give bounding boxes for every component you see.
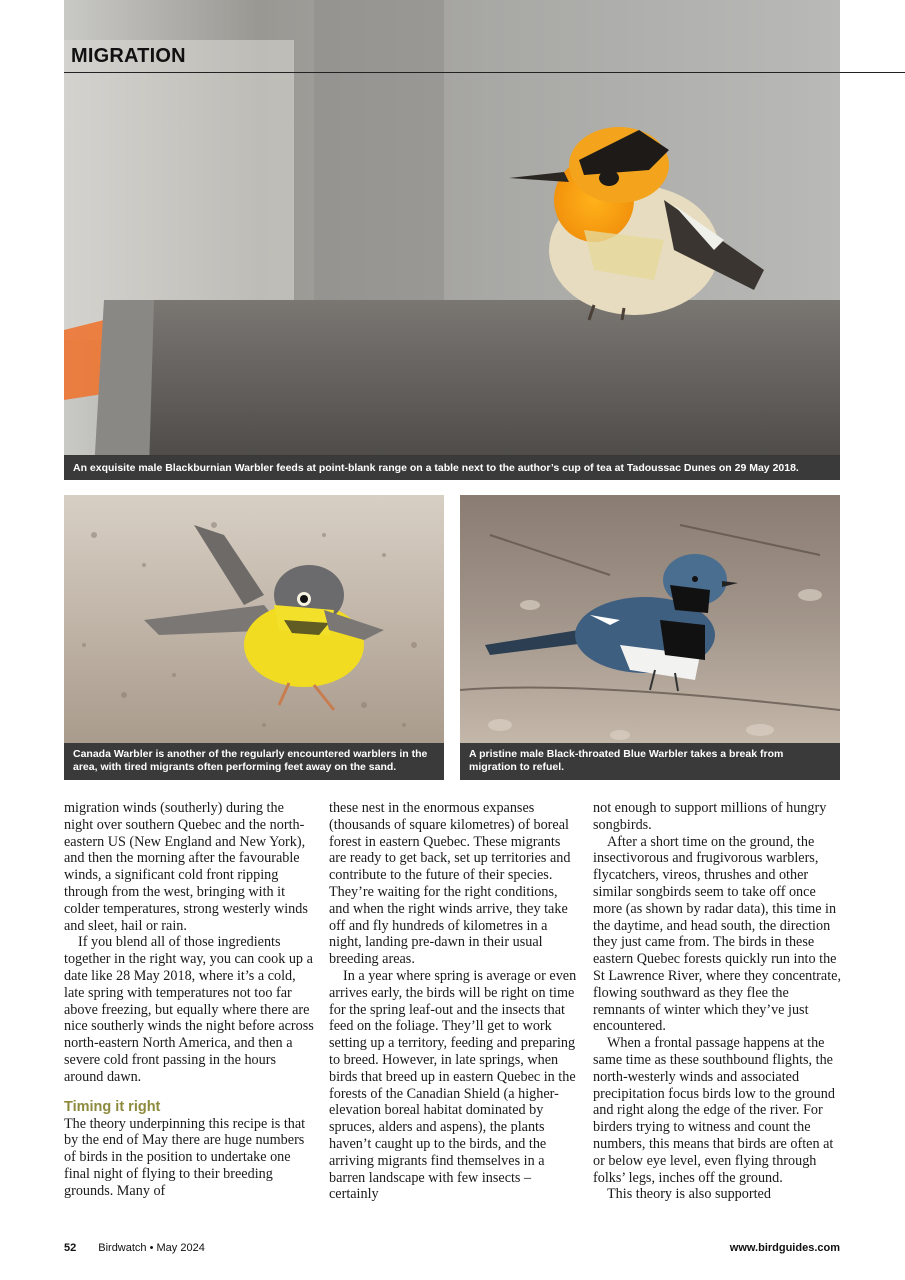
issue-label: Birdwatch • May 2024: [98, 1242, 205, 1254]
subheading: Timing it right: [64, 1098, 161, 1115]
paragraph: In a year where spring is average or even arrives early, the birds will be right on time for the spring leaf-out and the insects that feed on the foliage. They’ll get to work setting up a territory, feeding and preparing to breed. However, in late springs, when birds that breed up in eastern Quebec in the forests of the Canadian Shield (a higher-elevation boreal habitat dominated by spruces, alders and aspens), the plants haven’t caught up to the birds, and the arriving migrants find themselves in a barren landscape with few insects – certainly: [329, 967, 577, 1203]
website-link[interactable]: www.birdguides.com: [729, 1242, 840, 1254]
paragraph: not enough to support millions of hungry songbirds.: [593, 800, 827, 833]
paragraph: This theory is also supported: [607, 1186, 771, 1203]
paragraph: When a frontal passage happens at the same time as these southbound flights, the north-westerly winds and associated precipitation focus birds low to the ground and right along the edge of the river. For birders trying to witness and count the numbers, this means that birds are often at or below eye level, even flying through folks’ legs, inches off the ground.: [593, 1035, 835, 1186]
section-heading: MIGRATION: [71, 45, 186, 67]
black-throated-blue-warbler-icon: [460, 495, 840, 745]
page-number: 52: [64, 1242, 77, 1254]
canada-warbler-icon: [64, 495, 444, 745]
header-rule: [64, 72, 905, 73]
main-photo-caption: An exquisite male Blackburnian Warbler feeds at point-blank range on a table next to the author’s cup of tea at Tadoussac Dunes on 29 May 2018.: [64, 456, 840, 480]
right-photo: [460, 495, 840, 745]
paragraph: The theory underpinning this recipe is that by the end of May there are huge numbers of birds in the position to undertake one final night of flying to their breeding grounds. Many of: [64, 1115, 306, 1199]
paragraph: these nest in the enormous expanses (thousands of square kilometres) of boreal forest in eastern Quebec. These migrants are ready to get back, set up territories and contribute to the future of their species. They’re waiting for the right conditions, and when the right winds arrive, they take off and fly hundreds of kilometres in a night, landing pre-dawn in their usual breeding areas.: [329, 800, 571, 968]
page-footer: [64, 1242, 205, 1254]
paragraph: If you blend all of those ingredients together in the right way, you can cook up a date like 28 May 2018, where it’s a cold, late spring with temperatures not too far above freezing, but equally where there are nice southerly winds the night before across north-eastern North America, and then a severe cold front passing in the hours around dawn.: [64, 934, 314, 1085]
left-photo-caption: Canada Warbler is another of the regularly encountered warblers in the area, with tired migrants often performing feet away on the sand.: [64, 743, 444, 780]
right-photo-caption: A pristine male Black-throated Blue Warbler takes a break from migration to refuel.: [460, 743, 840, 780]
article-column-1: [64, 800, 314, 1200]
article-column-3: [593, 800, 843, 1203]
left-photo: [64, 495, 444, 745]
article-column-2: [329, 800, 579, 1203]
paragraph: After a short time on the ground, the insectivorous and frugivorous warblers, flycatchers, vireos, thrushes and other similar songbirds seem to take off once more (as shown by radar data), this time in the daytime, and head south, the direction they just came from. The birds in these eastern Quebec forests quickly run into the St Lawrence River, where they concentrate, flowing southward as they flee the remnants of winter which they’ve just encountered.: [593, 833, 841, 1035]
paragraph: migration winds (southerly) during the night over southern Quebec and the north-eastern US (New England and New York), and then the morning after the favourable winds, a significant cold front ripping through from the west, bringing with it colder temperatures, strong westerly winds and sleet, hail or rain.: [64, 800, 308, 934]
